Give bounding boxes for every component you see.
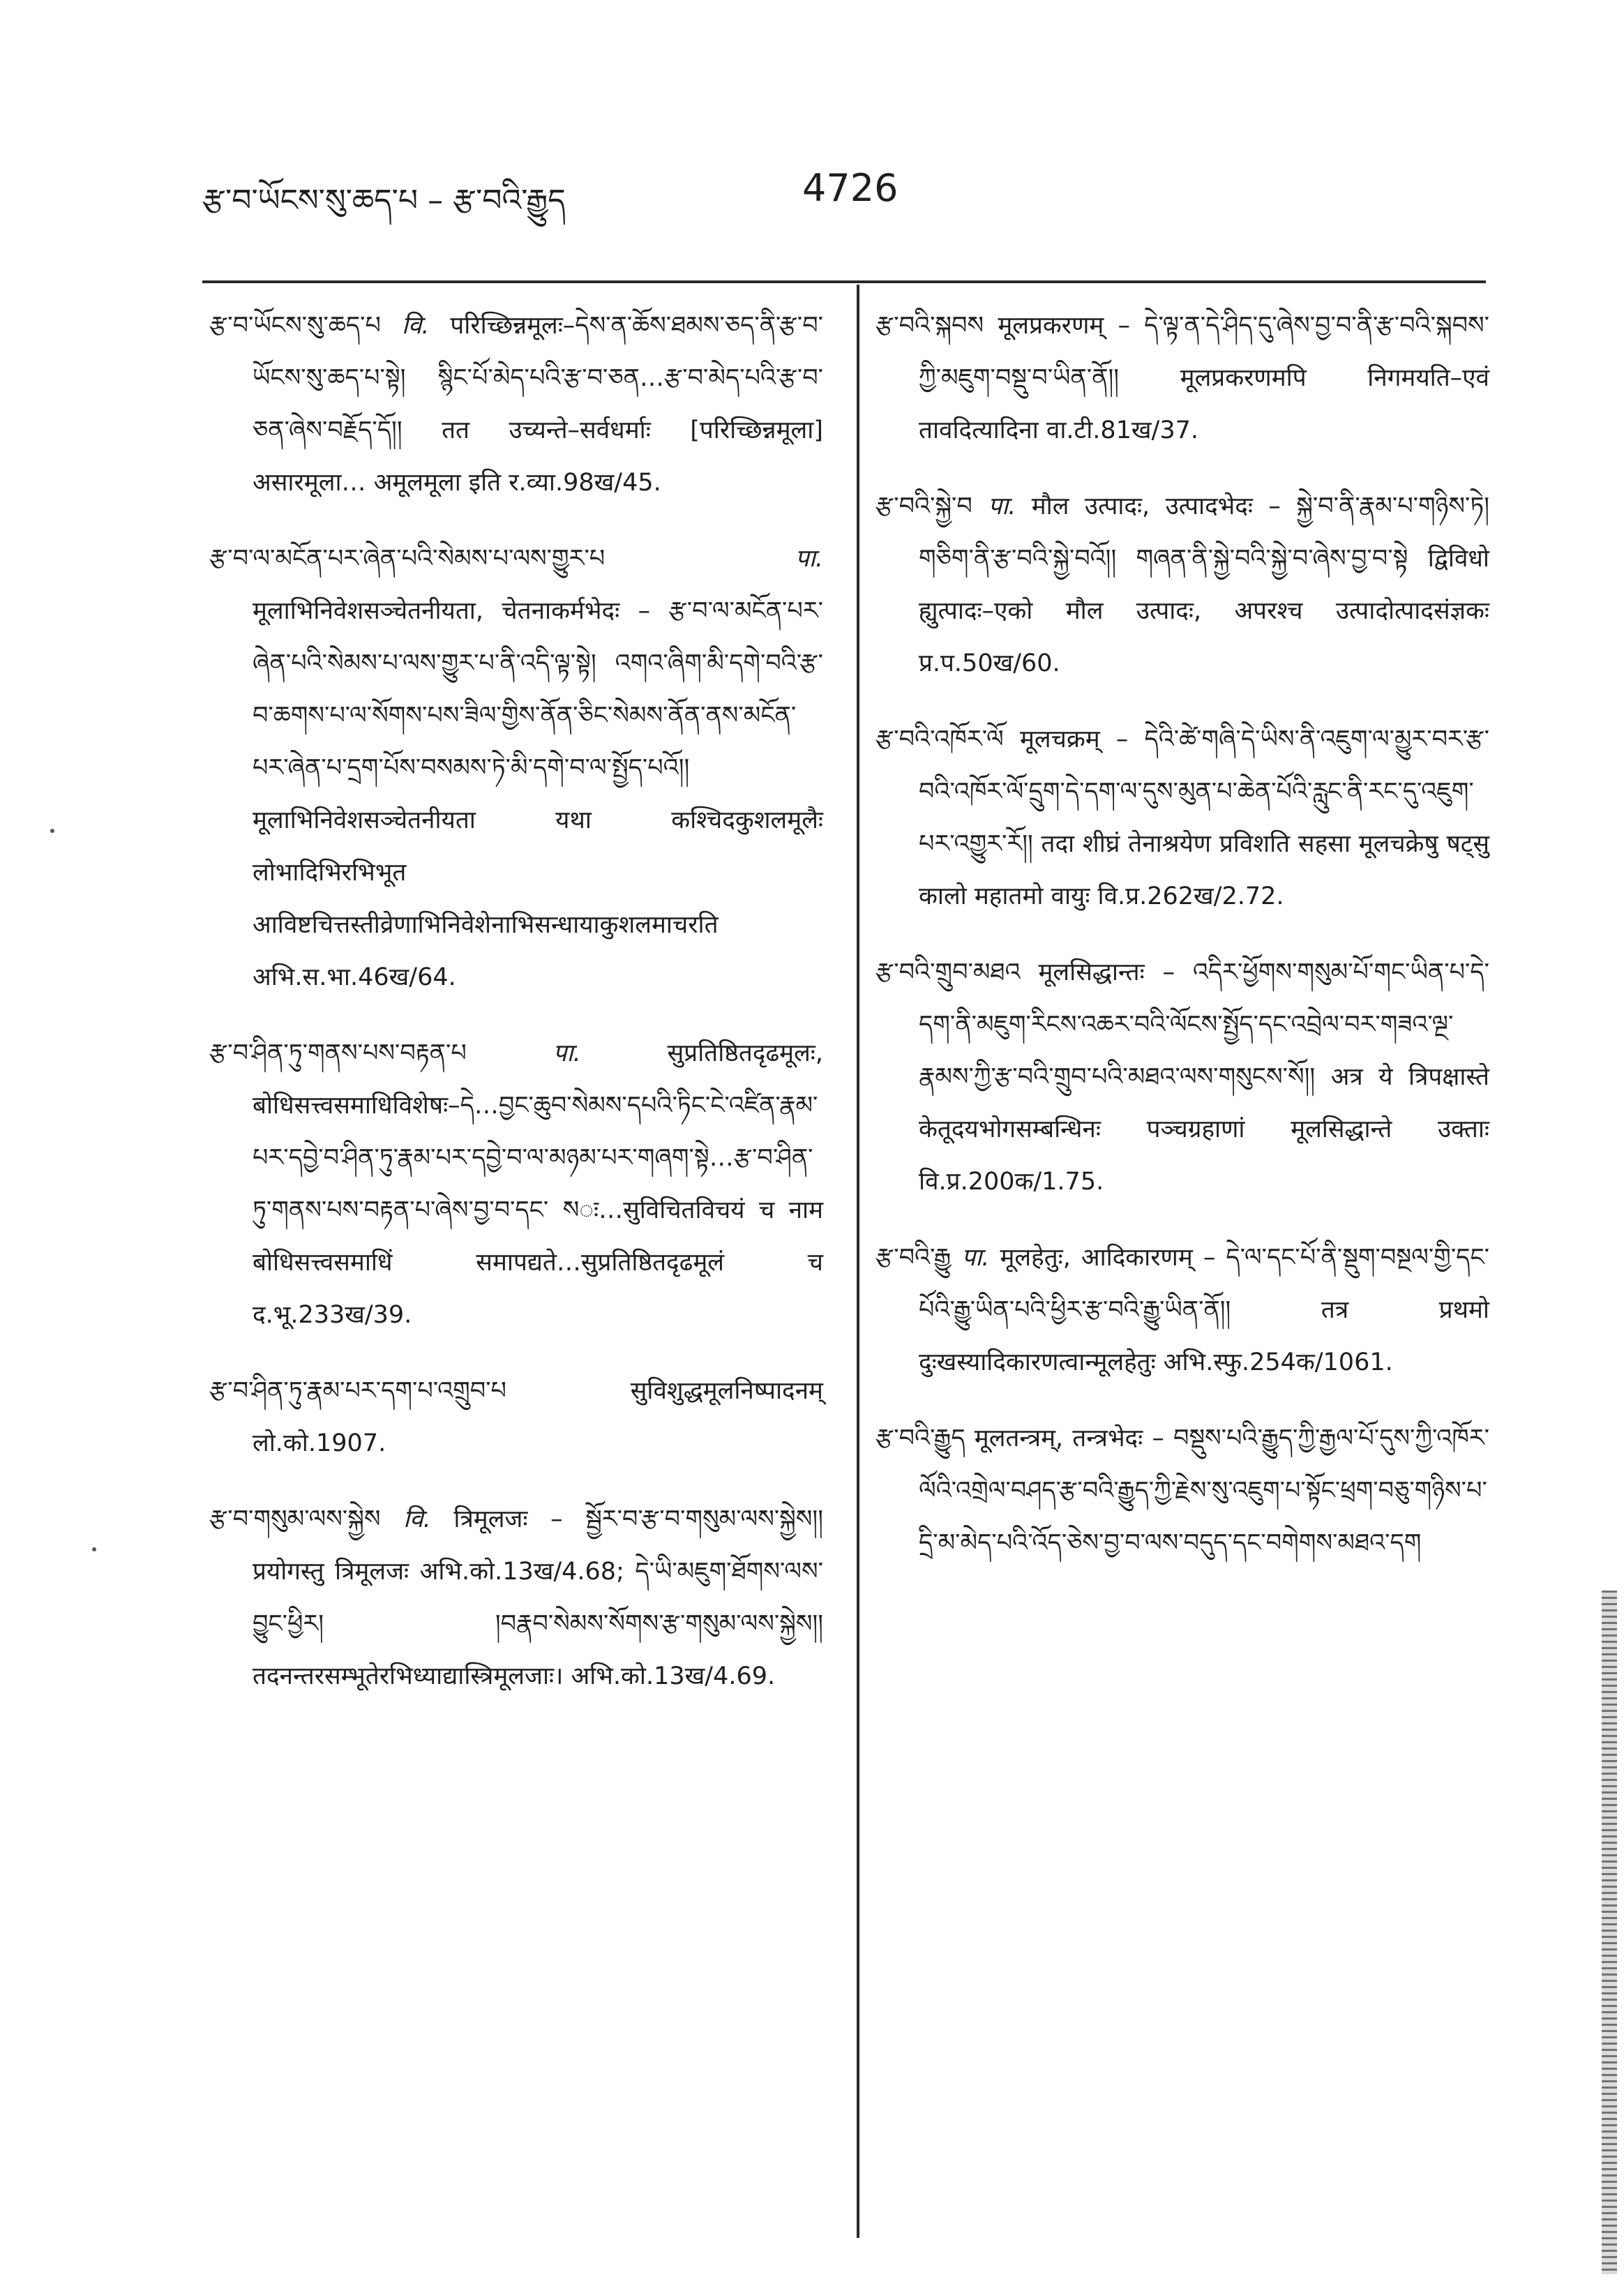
entry-grammar: पा. bbox=[988, 493, 1016, 520]
entry-body: मूलचक्रम् – དེའི་ཚེ་གཞི་དེ་ཡིས་ནི་འཇུག་ལ་མྱུར་བར་རྩ་བའི་འཁོར་ལོ་དྲུག་དེ་དག་ལ་དུས་མུན་པ་ཆེན་པོའི་རླུང་ནི་རང་དུ་འཇུག་པར་འགྱུར་རོ།། तदा शीघ्रं तेनाश्रयेण प्रविशति सहसा मूलचक्रेषु षट्सु कालो महातमो वायुः वि.प्र.262ख/2.72. bbox=[919, 726, 1489, 910]
entry-grammar: पा. bbox=[961, 1244, 990, 1272]
entry-headword: རྩ་བ་ཤིན་ཏུ་རྣམ་པར་དག་པ་འགྲུབ་པ bbox=[209, 1377, 506, 1405]
dictionary-entry bbox=[209, 1028, 823, 1341]
entry-headword: རྩ་བའི་གྲུབ་མཐའ bbox=[875, 958, 1021, 986]
entry-headword: རྩ་བ་གསུམ་ལས་སྐྱེས bbox=[209, 1505, 381, 1533]
dictionary-entry bbox=[875, 1413, 1489, 1570]
dictionary-entry bbox=[209, 1494, 823, 1703]
entry-headword: རྩ་བ་ཡོངས་སུ་ཆད་པ bbox=[209, 312, 381, 340]
entry-headword: རྩ་བའི་རྒྱུ bbox=[875, 1244, 952, 1272]
entry-headword: རྩ་བའི་འཁོར་ལོ bbox=[875, 726, 1004, 753]
running-head: རྩ་བ་ཡོངས་སུ་ཆད་པ – རྩ་བའི་རྒྱུད bbox=[202, 183, 566, 218]
entry-body: मौल उत्पादः, उत्पादभेदः – སྐྱེ་བ་ནི་རྣམ་པ་གཉིས་ཏེ། གཅིག་ནི་རྩ་བའི་སྐྱེ་བའོ།། གཞན་ནི་སྐྱེ་བའི་སྐྱེ་བ་ཞེས་བྱ་བ་སྟེ द्विविधो ह्युत्पादः–एको मौल उत्पादः, अपरश्च उत्पादोत्पादसंज्ञकः प्र.प.50ख/60. bbox=[919, 493, 1489, 677]
entry-headword: རྩ་བའི་སྐབས bbox=[875, 312, 984, 340]
dictionary-entry bbox=[209, 300, 823, 509]
scan-edge-shadow bbox=[1602, 1591, 1617, 2274]
right-column bbox=[875, 300, 1489, 1593]
entry-body: सुप्रतिष्ठितदृढमूलः, बोधिसत्त्वसमाधिविशेषः–དེ…བྱང་ཆུབ་སེམས་དཔའི་ཏིང་ངེ་འཛིན་རྣམ་པར་དབྱེ་བ་ཤིན་ཏུ་རྣམ་པར་དབྱེ་བ་ལ་མཉམ་པར་གཞག་སྟེ…རྩ་བ་ཤིན་ཏུ་གནས་པས་བརྟན་པ་ཞེས་བྱ་བ་དང་ སः…सुविचितविचयं च नाम बोधिसत्त्वसमाधिं समापद्यते…सुप्रतिष्ठितदृढमूलं च द.भू.233ख/39. bbox=[253, 1039, 823, 1329]
entry-headword: རྩ་བ་ལ་མངོན་པར་ཞེན་པའི་སེམས་པ་ལས་གྱུར་པ bbox=[209, 545, 606, 573]
dictionary-entry bbox=[209, 533, 823, 1004]
page-number: 4726 bbox=[802, 166, 899, 210]
entry-body: परिच्छिन्नमूलः–དེས་ན་ཆོས་ཐམས་ཅད་ནི་རྩ་བ་ཡོངས་སུ་ཆད་པ་སྟེ། སྙིང་པོ་མེད་པའི་རྩ་བ་ཅན…རྩ་བ་མེད་པའི་རྩ་བ་ཅན་ཞེས་བརྗོད་དོ།། तत उच्यन्ते–सर्वधर्माः [परिच्छिन्नमूला] असारमूला… अमूलमूला इति र.व्या.98ख/45. bbox=[253, 312, 823, 497]
scan-speck bbox=[92, 1547, 96, 1551]
entry-body: मूलसिद्धान्तः – འདིར་ཕྱོགས་གསུམ་པོ་གང་ཡིན་པ་དེ་དག་ནི་མཇུག་རིངས་འཆར་བའི་ལོངས་སྤྱོད་དང་འབྲེལ་བར་གཟའ་ལྔ་རྣམས་ཀྱི་རྩ་བའི་གྲུབ་པའི་མཐའ་ལས་གསུངས་སོ།། अत्र ये त्रिपक्षास्ते केतूदयभोगसम्बन्धिनः पञ्चग्रहाणां मूलसिद्धान्ते उक्ताः वि.प्र.200क/1.75. bbox=[919, 958, 1489, 1196]
entry-headword: རྩ་བའི་སྐྱེ་བ bbox=[875, 493, 972, 520]
column-divider bbox=[857, 285, 859, 2238]
dictionary-entry bbox=[875, 1232, 1489, 1389]
entry-grammar: वि. bbox=[401, 312, 430, 340]
dictionary-entry bbox=[875, 481, 1489, 690]
entry-body: मूलप्रकरणम् – དེ་ལྟ་ན་དེ་ཤིད་དུ་ཞེས་བྱ་བ་ནི་རྩ་བའི་སྐབས་ཀྱི་མཇུག་བསྡུ་བ་ཡིན་ནོ།། मूलप्रकरणमपि निगमयति–एवं तावदित्यादिना वा.टी.81ख/37. bbox=[919, 312, 1489, 444]
dictionary-entry bbox=[209, 1365, 823, 1470]
entry-headword: རྩ་བ་ཤིན་ཏུ་གནས་པས་བརྟན་པ bbox=[209, 1039, 467, 1067]
entry-body: त्रिमूलजः – སྦྱོར་བ་རྩ་བ་གསུམ་ལས་སྐྱེས།། प्रयोगस्तु त्रिमूलजः अभि.को.13ख/4.68; དེ་ཡི་མཇུག་ཐོགས་ལས་བྱུང་ཕྱིར། །བརྣབ་སེམས་སོགས་རྩ་གསུམ་ལས་སྐྱེས།། तदनन्तरसम्भूतेरभिध्याद्यास्त्रिमूलजाः। अभि.को.13ख/4.69. bbox=[253, 1505, 823, 1690]
entry-body: मूलाभिनिवेशसञ्चेतनीयता, चेतनाकर्मभेदः – རྩ་བ་ལ་མངོན་པར་ཞེན་པའི་སེམས་པ་ལས་གྱུར་པ་ནི་འདི་ལྟ་སྟེ། འགའ་ཞིག་མི་དགེ་བའི་རྩ་བ་ཆགས་པ་ལ་སོགས་པས་ཟིལ་གྱིས་ནོན་ཅིང་སེམས་ནོན་ནས་མངོན་པར་ཞེན་པ་དྲག་པོས་བསམས་ཏེ་མི་དགེ་བ་ལ་སྤྱོད་པའོ།། मूलाभिनिवेशसञ्चेतनीयता यथा कश्चिदकुशलमूलैः लोभादिभिरभिभूत आविष्टचित्तस्तीव्रेणाभिनिवेशेनाभिसन्धायाकुशलमाचरति अभि.स.भा.46ख/64. bbox=[253, 597, 823, 991]
entry-grammar: पा. bbox=[795, 545, 823, 573]
header-rule bbox=[202, 280, 1486, 283]
entry-headword: རྩ་བའི་རྒྱུད bbox=[875, 1424, 965, 1452]
entry-body: मूलहेतुः, आदिकारणम् – དེ་ལ་དང་པོ་ནི་སྡུག་བསྔལ་གྱི་དང་པོའི་རྒྱུ་ཡིན་པའི་ཕྱིར་རྩ་བའི་རྒྱུ་ཡིན་ནོ།། तत्र प्रथमो दुःखस्यादिकारणत्वान्मूलहेतुः अभि.स्फु.254क/1061. bbox=[919, 1244, 1489, 1376]
dictionary-entry bbox=[875, 300, 1489, 457]
left-column bbox=[209, 300, 823, 1727]
entry-grammar: पा. bbox=[552, 1039, 581, 1067]
entry-body: सुविशुद्धमूलनिष्पादनम् लो.को.1907. bbox=[253, 1377, 823, 1457]
dictionary-entry bbox=[875, 714, 1489, 923]
dictionary-entry bbox=[875, 947, 1489, 1208]
scan-speck bbox=[50, 829, 54, 833]
entry-body: मूलतन्त्रम्, तन्त्रभेदः – བསྡུས་པའི་རྒྱུད་ཀྱི་རྒྱལ་པོ་དུས་ཀྱི་འཁོར་ལོའི་འགྲེལ་བཤད་རྩ་བའི་རྒྱུད་ཀྱི་རྗེས་སུ་འཇུག་པ་སྟོང་ཕྲག་བཅུ་གཉིས་པ་དྲི་མ་མེད་པའི་འོད་ཅེས་བྱ་བ་ལས་བདུད་དང་བགེགས་མཐའ་དག bbox=[919, 1424, 1489, 1557]
entry-grammar: वि. bbox=[403, 1505, 431, 1533]
